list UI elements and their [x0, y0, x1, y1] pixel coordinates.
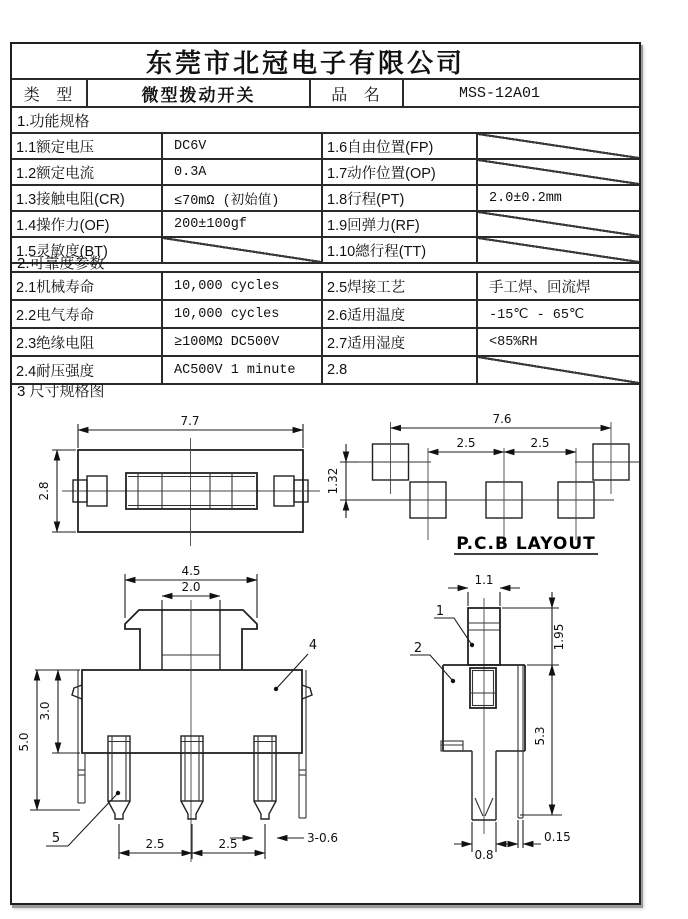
spec-label: 1.7动作位置(OP): [323, 160, 478, 184]
spec-label: 1.4操作力(OF): [12, 212, 163, 236]
dim-pcb-row-offset: 1.32: [326, 467, 340, 495]
side-view-drawing: [410, 573, 571, 862]
spec-label: 2.5焊接工艺: [323, 273, 478, 299]
section2-title: 2.可靠度参数: [12, 254, 639, 273]
spec-value: 0.3A: [163, 160, 323, 184]
part-label-5: 5: [51, 831, 61, 846]
pcb-layout-title: P.C.B LAYOUT: [456, 534, 596, 554]
front-view-drawing: [17, 564, 338, 862]
document-sheet: [10, 42, 641, 905]
spec-label: 1.6自由位置(FP): [323, 134, 478, 158]
spec-value: AC500V 1 minute: [163, 357, 323, 383]
spec-value: ≤70mΩ (初始值): [163, 186, 323, 210]
spec-value: ≥100MΩ DC500V: [163, 329, 323, 355]
dim-pcb-pitch-b: 2.5: [530, 436, 550, 450]
spec-label: 2.4耐压强度: [12, 357, 163, 383]
dim-total-height: 5.0: [17, 732, 31, 752]
spec-label: 1.8行程(PT): [323, 186, 478, 210]
spec-value-na: [478, 134, 639, 158]
table-row: [12, 186, 639, 212]
table-row: [12, 301, 639, 329]
top-view-drawing: [37, 414, 320, 546]
dim-side-height: 5.3: [533, 726, 547, 746]
section3-title: 3 尺寸规格图: [17, 382, 105, 400]
product-value: MSS-12A01: [459, 84, 541, 102]
product-header-row: [12, 80, 639, 108]
dim-topview-height: 2.8: [37, 481, 51, 501]
dim-pcb-pitch-a: 2.5: [456, 436, 476, 450]
terminal-pin: [254, 736, 276, 819]
dim-stem-width: 2.0: [181, 580, 201, 594]
company-title: 东莞市北冠电子有限公司: [145, 47, 465, 78]
terminal-pin: [108, 736, 130, 819]
part-label-4: 4: [308, 638, 318, 653]
table-row: [12, 273, 639, 301]
spec-value: 10,000 cycles: [163, 301, 323, 327]
spec-label: 1.5灵敏度(BT): [12, 238, 163, 262]
spec-label: 2.6适用温度: [323, 301, 478, 327]
spec-label: 1.1额定电压: [12, 134, 163, 158]
spec-label: 1.10總行程(TT): [323, 238, 478, 262]
dim-pin-spec: 3-0.6: [307, 831, 339, 845]
dim-pin-pitch-a: 2.5: [145, 837, 165, 851]
spec-label: 2.1机械寿命: [12, 273, 163, 299]
dim-body-height: 3.0: [38, 701, 52, 721]
dim-pin-pitch-b: 2.5: [218, 837, 238, 851]
dim-pin-width: 0.8: [474, 848, 494, 862]
terminal-pin: [181, 736, 203, 819]
part-label-1: 1: [435, 604, 445, 619]
spec-value: 10,000 cycles: [163, 273, 323, 299]
type-value: 微型拨动开关: [88, 80, 311, 106]
dim-plate-thickness: 0.15: [544, 830, 571, 844]
spec-value: 2.0±0.2mm: [489, 190, 562, 206]
spec-label: 1.9回弹力(RF): [323, 212, 478, 236]
spec-label: 1.3接触电阻(CR): [12, 186, 163, 210]
part-label-2: 2: [413, 641, 423, 656]
product-label: 品 名: [311, 80, 404, 106]
spec-value: -15℃ - 65℃: [489, 307, 585, 323]
spec-label: 2.8: [323, 357, 478, 383]
spec-value: 200±100gf: [163, 212, 323, 236]
spec-label: 1.2额定电流: [12, 160, 163, 184]
title-row: [12, 44, 639, 80]
type-label: 类 型: [12, 80, 88, 106]
spec-value: DC6V: [163, 134, 323, 158]
spec-table: [12, 134, 639, 264]
dim-actuator-width: 4.5: [181, 564, 201, 578]
table-row: [12, 212, 639, 238]
dim-pcb-span: 7.6: [492, 412, 512, 426]
spec-value-na: [478, 160, 639, 184]
dim-knob-height: 1.95: [552, 623, 566, 651]
reliability-table: [12, 273, 639, 385]
pcb-layout-drawing: [326, 412, 640, 554]
table-row: [12, 134, 639, 160]
dim-knob-width: 1.1: [474, 573, 494, 587]
section1-title: 1.功能规格: [12, 108, 639, 134]
dimension-drawings: [10, 404, 641, 902]
spec-label: 2.2电气寿命: [12, 301, 163, 327]
spec-label: 2.3绝缘电阻: [12, 329, 163, 355]
dim-topview-width: 7.7: [180, 414, 200, 428]
spec-label: 2.7适用湿度: [323, 329, 478, 355]
spec-value: 手工焊、回流焊: [489, 279, 591, 296]
spec-value-na: [478, 212, 639, 236]
spec-value: <85%RH: [489, 334, 538, 350]
table-row: [12, 329, 639, 357]
table-row: [12, 160, 639, 186]
